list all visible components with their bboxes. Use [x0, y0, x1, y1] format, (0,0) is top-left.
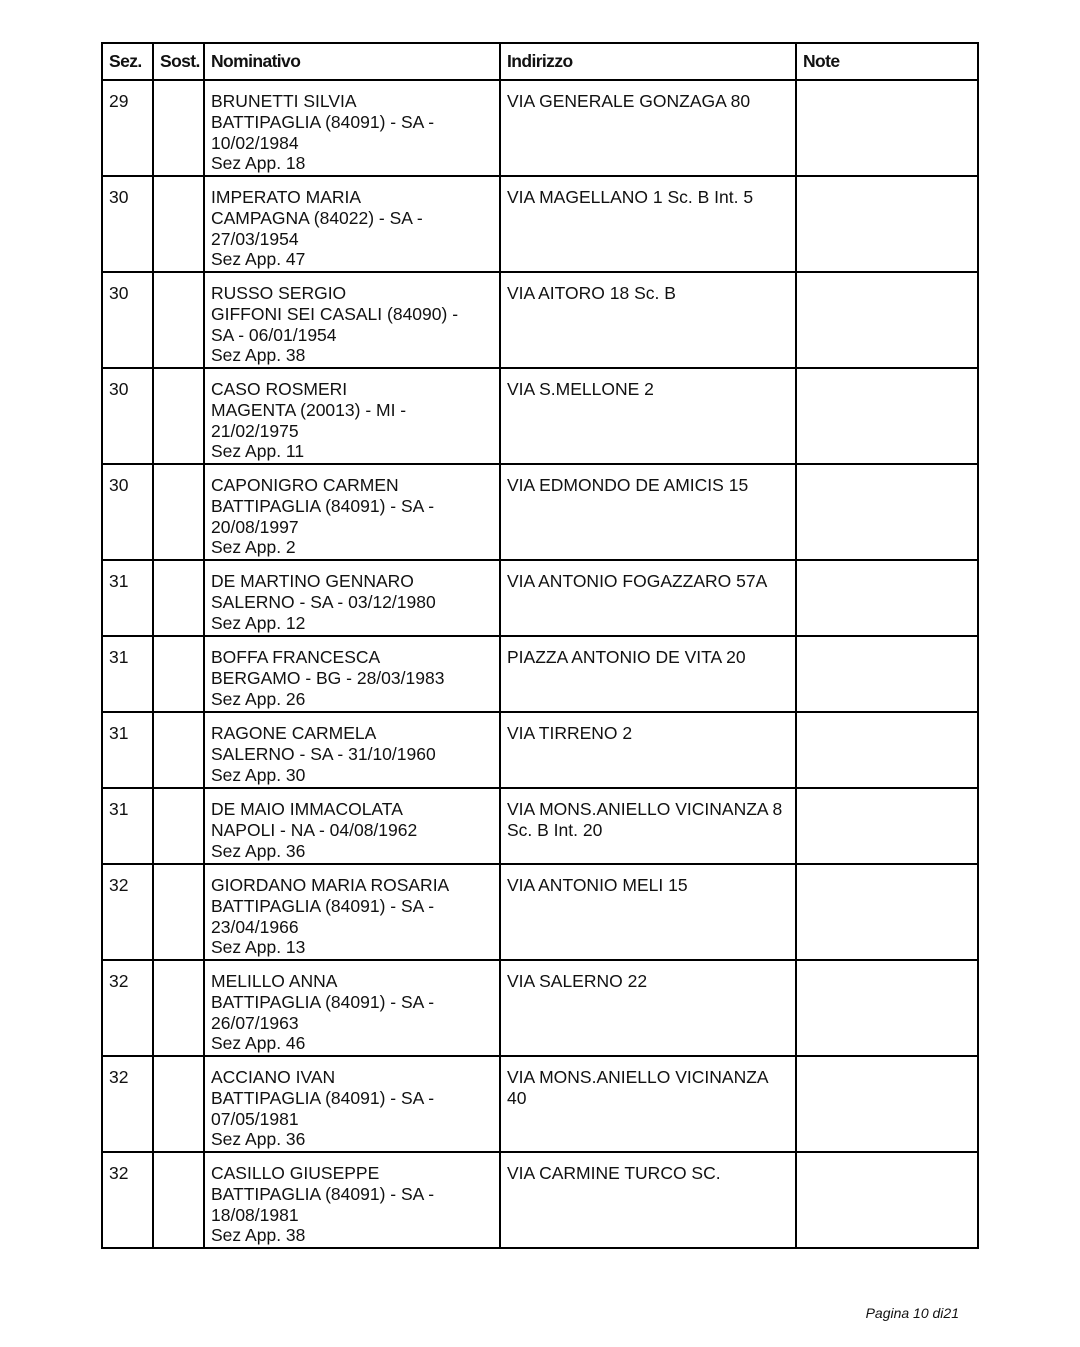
roster-table: [101, 42, 979, 1249]
table-row: [102, 960, 978, 1056]
cell-note: [796, 636, 978, 712]
cell-sost: [153, 864, 204, 960]
cell-sost: [153, 960, 204, 1056]
birth-info-cont: 27/03/1954: [211, 228, 299, 249]
section-app: Sez App. 36: [211, 840, 306, 861]
cell-sost: [153, 1152, 204, 1248]
birth-info-cont: 18/08/1981: [211, 1204, 299, 1225]
address-text: VIA S.MELLONE 2: [507, 379, 654, 399]
cell-sez: 30: [102, 272, 153, 368]
header-sez: Sez.: [102, 43, 153, 80]
birth-info-cont: 26/07/1963: [211, 1012, 299, 1033]
table-row: [102, 464, 978, 560]
cell-sez: 30: [102, 464, 153, 560]
cell-sost: [153, 368, 204, 464]
birth-info-cont: 07/05/1981: [211, 1108, 299, 1129]
cell-sez: 31: [102, 788, 153, 864]
person-name: IMPERATO MARIA: [211, 187, 362, 207]
birth-info: BATTIPAGLIA (84091) - SA -: [211, 991, 435, 1012]
cell-note: [796, 864, 978, 960]
cell-nominativo: [204, 368, 500, 464]
birth-info: SALERNO - SA - 03/12/1980: [211, 591, 436, 612]
header-sost: Sost.: [153, 43, 204, 80]
address-text: VIA GENERALE GONZAGA 80: [507, 91, 751, 111]
table-row: [102, 636, 978, 712]
section-app: Sez App. 38: [211, 345, 306, 366]
person-name: CASO ROSMERI: [211, 379, 348, 399]
section-app: Sez App. 2: [211, 537, 296, 558]
cell-note: [796, 272, 978, 368]
address-text: VIA ANTONIO MELI 15: [507, 875, 688, 895]
cell-sost: [153, 712, 204, 788]
address-text: VIA SALERNO 22: [507, 971, 648, 991]
cell-indirizzo: [500, 368, 796, 464]
person-name: DE MAIO IMMACOLATA: [211, 799, 403, 819]
cell-sez: 30: [102, 176, 153, 272]
cell-note: [796, 788, 978, 864]
person-name: CAPONIGRO CARMEN: [211, 475, 399, 495]
cell-sez: 32: [102, 960, 153, 1056]
address-text: VIA CARMINE TURCO SC.: [507, 1163, 721, 1183]
section-app: Sez App. 46: [211, 1033, 306, 1054]
cell-sez: 31: [102, 560, 153, 636]
cell-nominativo: [204, 272, 500, 368]
table-row: [102, 712, 978, 788]
header-note: Note: [796, 43, 978, 80]
person-name: ACCIANO IVAN: [211, 1067, 336, 1087]
cell-nominativo: [204, 560, 500, 636]
address-text: VIA EDMONDO DE AMICIS 15: [507, 475, 749, 495]
header-row: [102, 43, 978, 80]
birth-info-cont: SA - 06/01/1954: [211, 324, 337, 345]
person-name: GIORDANO MARIA ROSARIA: [211, 875, 450, 895]
address-text: PIAZZA ANTONIO DE VITA 20: [507, 647, 746, 667]
cell-sost: [153, 80, 204, 176]
birth-info: BATTIPAGLIA (84091) - SA -: [211, 1183, 435, 1204]
birth-info: SALERNO - SA - 31/10/1960: [211, 743, 436, 764]
table-row: [102, 368, 978, 464]
address-text: VIA MAGELLANO 1 Sc. B Int. 5: [507, 187, 754, 207]
table-row: [102, 1152, 978, 1248]
table-row: [102, 176, 978, 272]
birth-info-cont: 10/02/1984: [211, 132, 299, 153]
cell-note: [796, 368, 978, 464]
cell-indirizzo: [500, 864, 796, 960]
cell-indirizzo: [500, 636, 796, 712]
cell-note: [796, 560, 978, 636]
cell-sez: 32: [102, 1056, 153, 1152]
cell-sost: [153, 1056, 204, 1152]
person-name: DE MARTINO GENNARO: [211, 571, 414, 591]
birth-info: BATTIPAGLIA (84091) - SA -: [211, 495, 435, 516]
section-app: Sez App. 47: [211, 249, 306, 270]
cell-sez: 32: [102, 864, 153, 960]
person-name: BOFFA FRANCESCA: [211, 647, 381, 667]
cell-indirizzo: [500, 272, 796, 368]
roster-body: [102, 80, 978, 1248]
cell-note: [796, 1152, 978, 1248]
cell-sez: 32: [102, 1152, 153, 1248]
cell-sost: [153, 272, 204, 368]
cell-nominativo: [204, 636, 500, 712]
person-name: RUSSO SERGIO: [211, 283, 347, 303]
table-row: [102, 788, 978, 864]
cell-indirizzo: [500, 960, 796, 1056]
cell-sost: [153, 464, 204, 560]
cell-sez: 30: [102, 368, 153, 464]
cell-sez: 31: [102, 712, 153, 788]
cell-sost: [153, 636, 204, 712]
birth-info: GIFFONI SEI CASALI (84090) -: [211, 303, 459, 324]
address-text: VIA MONS.ANIELLO VICINANZA 8 Sc. B Int. 20: [507, 799, 783, 840]
section-app: Sez App. 36: [211, 1129, 306, 1150]
birth-info: BATTIPAGLIA (84091) - SA -: [211, 895, 435, 916]
section-app: Sez App. 26: [211, 688, 306, 709]
cell-note: [796, 1056, 978, 1152]
cell-sost: [153, 176, 204, 272]
address-text: VIA MONS.ANIELLO VICINANZA 40: [507, 1067, 768, 1108]
section-app: Sez App. 18: [211, 153, 306, 174]
birth-info: BATTIPAGLIA (84091) - SA -: [211, 1087, 435, 1108]
birth-info: MAGENTA (20013) - MI -: [211, 399, 407, 420]
section-app: Sez App. 11: [211, 441, 305, 462]
address-text: VIA AITORO 18 Sc. B: [507, 283, 676, 303]
cell-note: [796, 176, 978, 272]
header-nominativo: Nominativo: [204, 43, 500, 80]
cell-nominativo: [204, 1152, 500, 1248]
cell-sost: [153, 560, 204, 636]
address-text: VIA TIRRENO 2: [507, 723, 633, 743]
section-app: Sez App. 12: [211, 612, 306, 633]
person-name: CASILLO GIUSEPPE: [211, 1163, 380, 1183]
birth-info-cont: 21/02/1975: [211, 420, 299, 441]
table-row: [102, 1056, 978, 1152]
cell-indirizzo: [500, 1152, 796, 1248]
cell-nominativo: [204, 712, 500, 788]
page-number: Pagina 10 di21: [865, 1305, 959, 1321]
section-app: Sez App. 30: [211, 764, 306, 785]
cell-nominativo: [204, 960, 500, 1056]
cell-note: [796, 80, 978, 176]
cell-indirizzo: [500, 560, 796, 636]
cell-nominativo: [204, 1056, 500, 1152]
person-name: BRUNETTI SILVIA: [211, 91, 357, 111]
birth-info-cont: 20/08/1997: [211, 516, 299, 537]
person-name: RAGONE CARMELA: [211, 723, 377, 743]
cell-indirizzo: [500, 464, 796, 560]
table-row: [102, 560, 978, 636]
cell-note: [796, 712, 978, 788]
header-indirizzo: Indirizzo: [500, 43, 796, 80]
cell-sez: 29: [102, 80, 153, 176]
person-name: MELILLO ANNA: [211, 971, 338, 991]
birth-info: CAMPAGNA (84022) - SA -: [211, 207, 423, 228]
table-row: [102, 272, 978, 368]
section-app: Sez App. 13: [211, 937, 306, 958]
cell-indirizzo: [500, 788, 796, 864]
cell-note: [796, 960, 978, 1056]
cell-nominativo: [204, 788, 500, 864]
cell-nominativo: [204, 464, 500, 560]
table-row: [102, 864, 978, 960]
cell-indirizzo: [500, 80, 796, 176]
cell-sez: 31: [102, 636, 153, 712]
birth-info: NAPOLI - NA - 04/08/1962: [211, 819, 418, 840]
birth-info: BERGAMO - BG - 28/03/1983: [211, 667, 445, 688]
cell-sost: [153, 788, 204, 864]
cell-nominativo: [204, 864, 500, 960]
cell-note: [796, 464, 978, 560]
cell-nominativo: [204, 80, 500, 176]
table-row: [102, 80, 978, 176]
cell-nominativo: [204, 176, 500, 272]
cell-indirizzo: [500, 1056, 796, 1152]
section-app: Sez App. 38: [211, 1225, 306, 1246]
address-text: VIA ANTONIO FOGAZZARO 57A: [507, 571, 768, 591]
cell-indirizzo: [500, 176, 796, 272]
birth-info: BATTIPAGLIA (84091) - SA -: [211, 111, 435, 132]
birth-info-cont: 23/04/1966: [211, 916, 299, 937]
cell-indirizzo: [500, 712, 796, 788]
